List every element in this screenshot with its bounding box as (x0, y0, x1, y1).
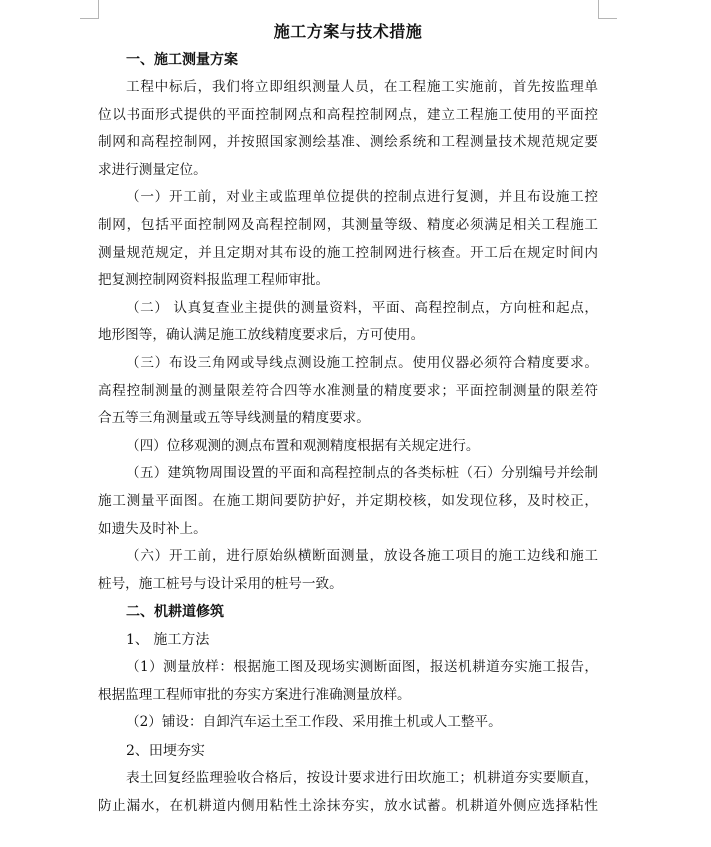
paragraph-line: （1）测量放样：根据施工图及现场实测断面图，报送机耕道夯实施工报告， (126, 659, 598, 676)
paragraph-item-4 (98, 433, 598, 461)
section-heading-road: 二、机耕道修筑 (126, 604, 224, 621)
paragraph-line: 制网，包括平面控制网及高程控制网，其测量等级、精度必须满足相关工程施工 (98, 216, 598, 233)
paragraph-item-6 (98, 543, 598, 598)
paragraph-line: 施工测量平面图。在施工期间要防护好，并定期校核，如发现位移，及时校正， (98, 492, 598, 509)
section-heading-survey: 一、施工测量方案 (126, 52, 238, 68)
paragraph-line: 地形图等，确认满足施工放线精度要求后，方可使用。 (98, 327, 425, 344)
document-title: 施工方案与技术措施 (273, 22, 423, 41)
paragraph-item-5 (98, 460, 598, 543)
paragraph-item-1 (98, 184, 598, 294)
paragraph-line: （四）位移观测的测点布置和观测精度根据有关规定进行。 (126, 437, 480, 454)
paragraph-line: 根据监理工程师审批的夯实方案进行准确测量放样。 (98, 686, 411, 703)
paragraph-ridge-compaction (98, 765, 598, 820)
subheading-construction-method: 1、 施工方法 (126, 632, 210, 649)
paragraph-line: 合五等三角测量或五等导线测量的精度要求。 (98, 410, 370, 427)
paragraph-line: 表土回复经监理验收合格后，按设计要求进行田坎施工；机耕道夯实要顺直， (126, 770, 598, 787)
page-corner-mark-left (80, 0, 99, 19)
paragraph-line: （一）开工前，对业主或监理单位提供的控制点进行复测，并且布设施工控 (126, 189, 598, 206)
paragraph-line: 求进行测量定位。 (98, 161, 207, 178)
paragraph-line: 如遗失及时补上。 (98, 520, 207, 537)
paragraph-line: 高程控制测量的测量限差符合四等水准测量的精度要求；平面控制测量的限差符 (98, 382, 598, 399)
paragraph-line: （三）布设三角网或导线点测设施工控制点。使用仪器必须符合精度要求。 (126, 354, 598, 371)
paragraph-item-2 (98, 295, 598, 350)
paragraph-laying (98, 709, 598, 737)
paragraph-line: 工程中标后，我们将立即组织测量人员，在工程施工实施前，首先按监理单 (126, 79, 598, 95)
document-body (98, 18, 598, 820)
paragraph-line: （五）建筑物周围设置的平面和高程控制点的各类标桩（石）分别编号并绘制 (126, 465, 598, 482)
paragraph-line: （2）铺设：自卸汽车运土至工作段、采用推土机或人工整平。 (126, 714, 502, 731)
subheading-ridge-compaction: 2、田埂夯实 (126, 743, 205, 760)
paragraph-line: 桩号，施工桩号与设计采用的桩号一致。 (98, 575, 343, 592)
page-corner-mark-right (598, 0, 617, 19)
paragraph-line: （二） 认真复查业主提供的测量资料，平面、高程控制点，方向桩和起点， (126, 299, 598, 316)
paragraph-intro (98, 74, 598, 184)
paragraph-item-3 (98, 350, 598, 433)
paragraph-line: 制网和高程控制网，并按照国家测绘基准、测绘系统和工程测量技术规范规定要 (98, 134, 598, 151)
paragraph-line: （六）开工前，进行原始纵横断面测量，放设各施工项目的施工边线和施工 (126, 548, 598, 565)
paragraph-line: 测量规范规定，并且定期对其布设的施工控制网进行核查。开工后在规定时间内 (98, 244, 598, 261)
paragraph-line: 防止漏水，在机耕道内侧用粘性土涂抹夯实，放水试蓄。机耕道外侧应选择粘性 (98, 797, 598, 814)
paragraph-line: 位以书面形式提供的平面控制网点和高程控制网点，建立工程施工使用的平面控 (98, 106, 598, 123)
paragraph-survey-layout (98, 654, 598, 709)
paragraph-line: 把复测控制网资料报监理工程师审批。 (98, 272, 330, 289)
